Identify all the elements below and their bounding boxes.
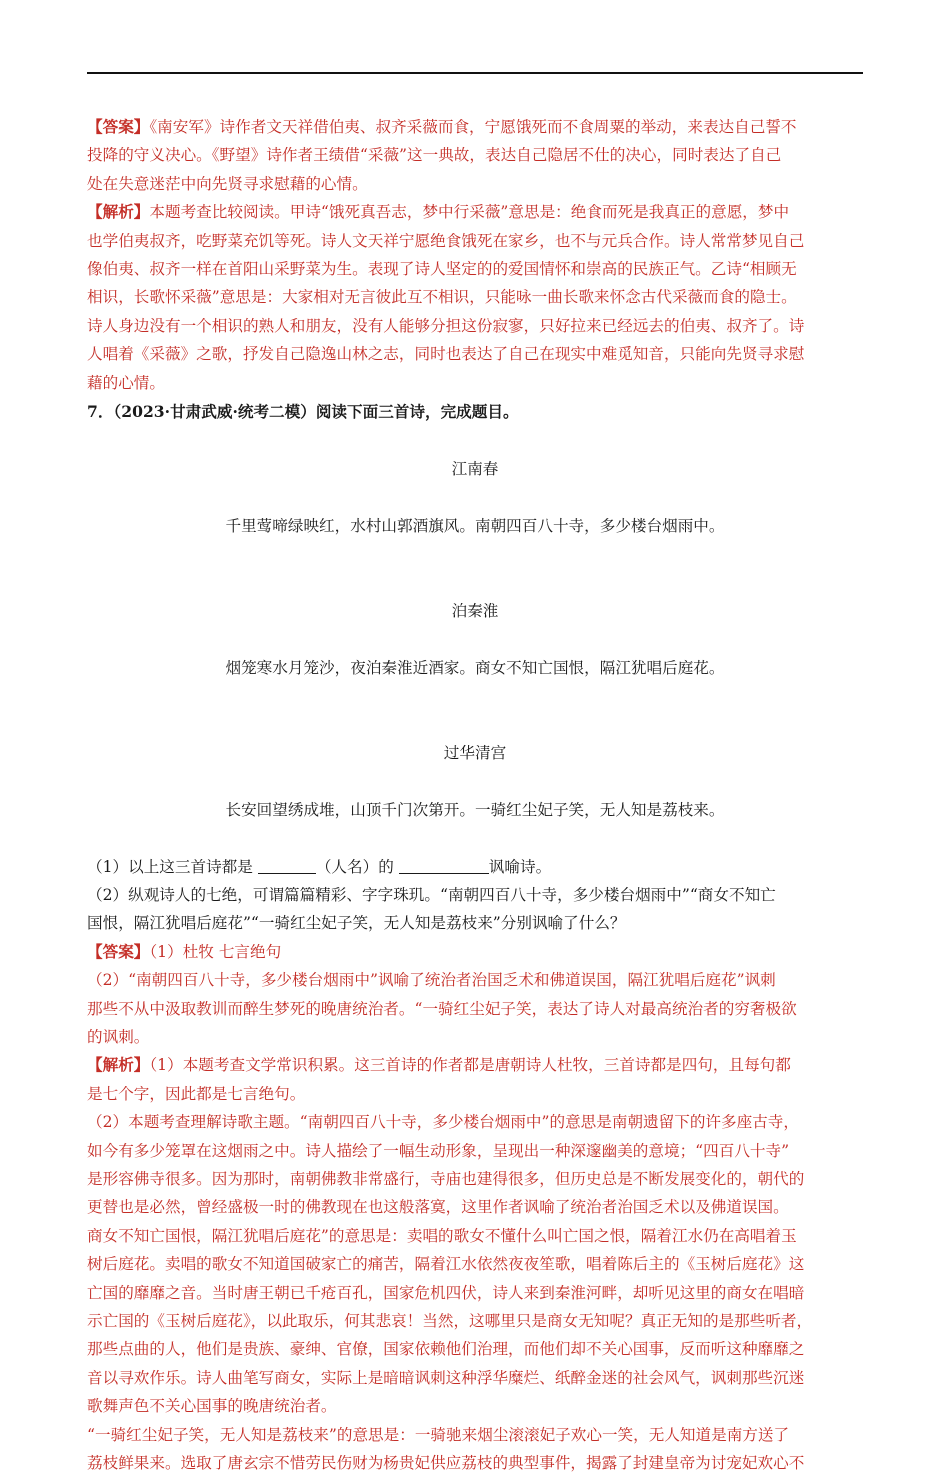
answer-7-part2: （2）“南朝四百八十寺，多少楼台烟雨中”讽喻了统治者治国乏术和佛道误国，隔江犹唱后庭花”讽刺 那些不从中汲取教训而醉生梦死的晚唐统治者。“一骑红尘妃子笑，表达了诗人对最高统治者的穷奢极欲 的讽刺。 [87,971,797,1046]
analysis-text: 本题考查比较阅读。甲诗“饿死真吾志，梦中行采薇”意思是：绝食而死是我真正的意愿，梦中 也学伯夷叔齐，吃野菜充饥等死。诗人文天祥宁愿绝食饿死在家乡，也不与元兵合作。诗人常常梦见自己 像伯夷、叔齐一样在首阳山采野菜为生。表现了诗人坚定的的爱国情怀和崇高的民族正气。乙诗“相顾无 相识，长歌怀采薇”意思是：大家相对无言彼此互不相识，只能咏一曲长歌来怀念古代采薇而食的隐士。 诗人身边没有一个相识的熟人和朋友，没有人能够分担这份寂寥，只好拉来已经远去的伯夷、叔齐了。诗 人唱着《采薇》之歌，抒发自己隐逸山林之志，同时也表达了自己在现实中难觅知音，只能向先贤寻求慰 藉的心情。 [87,203,805,392]
poem-line: 千里莺啼绿映红，水村山郭酒旗风。南朝四百八十寺，多少楼台烟雨中。 [225,516,725,535]
header-rule [87,72,863,74]
sub1-middle: （人名）的 [315,857,394,876]
poem-1 [87,426,863,568]
poem-title: 泊秦淮 [451,601,499,620]
analysis-text: （1）本题考查文学常识积累。这三首诗的作者都是唐朝诗人杜牧，三首诗都是四句，且每句都 是七个字，因此都是七言绝句。 [87,1056,791,1103]
answer-text: （1）杜牧 七言绝句 [149,942,282,961]
answer-text: 《南安军》诗作者文天祥借伯夷、叔齐采薇而食，宁愿饿死而不食周粟的举动，来表达自己誓不 投降的守义决心。《野望》诗作者王绩借“采薇”这一典故，表达自己隐居不仕的决心，同时表达了自己 处在失意迷茫中向先贤寻求慰藉的心情。 [87,118,797,193]
poem-block [87,426,863,852]
poem-line: 烟笼寒水月笼沙，夜泊秦淮近酒家。商女不知亡国恨，隔江犹唱后庭花。 [225,658,725,677]
sub-question-2: （2）纵观诗人的七绝，可谓篇篇精彩、字字珠玑。“南朝四百八十寺，多少楼台烟雨中”“商女不知亡 国恨，隔江犹唱后庭花”“一骑红尘妃子笑，无人知是荔枝来”分别讽喻了什么？ [87,885,776,933]
analysis-6 [87,198,863,397]
analysis-label: 【解析】 [87,202,150,222]
poem-title: 过华清宫 [443,743,507,762]
poem-line: 长安回望绣成堆，山顶千门次第开。一骑红尘妃子笑，无人知是荔枝来。 [225,800,725,819]
poem-2 [87,569,863,711]
answer-label: 【答案】 [87,117,150,136]
sub1-suffix: 讽喻诗。 [488,857,552,876]
answer-label: 【答案】 [87,941,150,961]
analysis-7-part2: （2）本题考查理解诗歌主题。“南朝四百八十寺，多少楼台烟雨中”的意思是南朝遗留下的许多座古寺， 如今有多少笼罩在这烟雨之中。诗人描绘了一幅生动形象，呈现出一种深邃幽美的意境；“四百八十寺” 是形容佛寺很多。因为那时，南朝佛教非常盛行，寺庙也建得很多，但历史总是不断发展变化的，朝代的 更替也是必然，曾经盛极一时的佛教现在也这般落寞，这里作者讽喻了统治者治国乏术以及佛道误国。 商女不知亡国恨，隔江犹唱后庭花”的意思是：卖唱的歌女不懂什么叫亡国之恨，隔着江水仍在高唱着玉 树后庭花。卖唱的歌女不知道国破家亡的痛苦，隔着江水依然夜夜笙歌，唱着陈后主的《玉树后庭花》这 亡国的靡靡之音。当时唐王朝已千疮百孔，国家危机四伏，诗人来到秦淮河畔，却听见这里的商女在唱暗 示亡国的《玉树后庭花》，以此取乐，何其悲哀！当然，这哪里只是商女无知呢？真正无知的是那些听者， 那些点曲的人，他们是贵族、豪绅、官僚，国家依赖他们治理，而他们却不关心国事，反而听这种靡靡之 音以寻欢作乐。诗人曲笔写商女，实际上是暗暗讽刺这种浮华糜烂、纸醉金迷的社会风气，讽刺那些沉迷 歌舞声色不关心国事的晚唐统治者。 [87,1113,813,1416]
question-7-heading: 7．（2023·甘肃武威·统考二模）阅读下面三首诗，完成题目。 [87,402,519,422]
answer-6 [87,113,863,198]
sub1-prefix: （1）以上这三首诗都是 [87,857,253,876]
analysis-7-part1 [87,1051,863,1108]
sub-question-1 [87,853,863,881]
blank-author [258,855,316,874]
poem-title: 江南春 [451,459,499,478]
page-content [87,113,863,1478]
analysis-7-part3: “一骑红尘妃子笑，无人知是荔枝来”的意思是：一骑驰来烟尘滚滚妃子欢心一笑，无人知道是南方送了 荔枝鲜果来。选取了唐玄宗不惜劳民伤财为杨贵妃供应荔枝的典型事件，揭露了封建皇帝为讨宠妃欢心不 [87,1425,805,1473]
blank-form [399,855,489,874]
poem-3 [87,711,863,853]
analysis-label: 【解析】 [87,1055,150,1075]
answer-7-part1 [87,938,863,966]
